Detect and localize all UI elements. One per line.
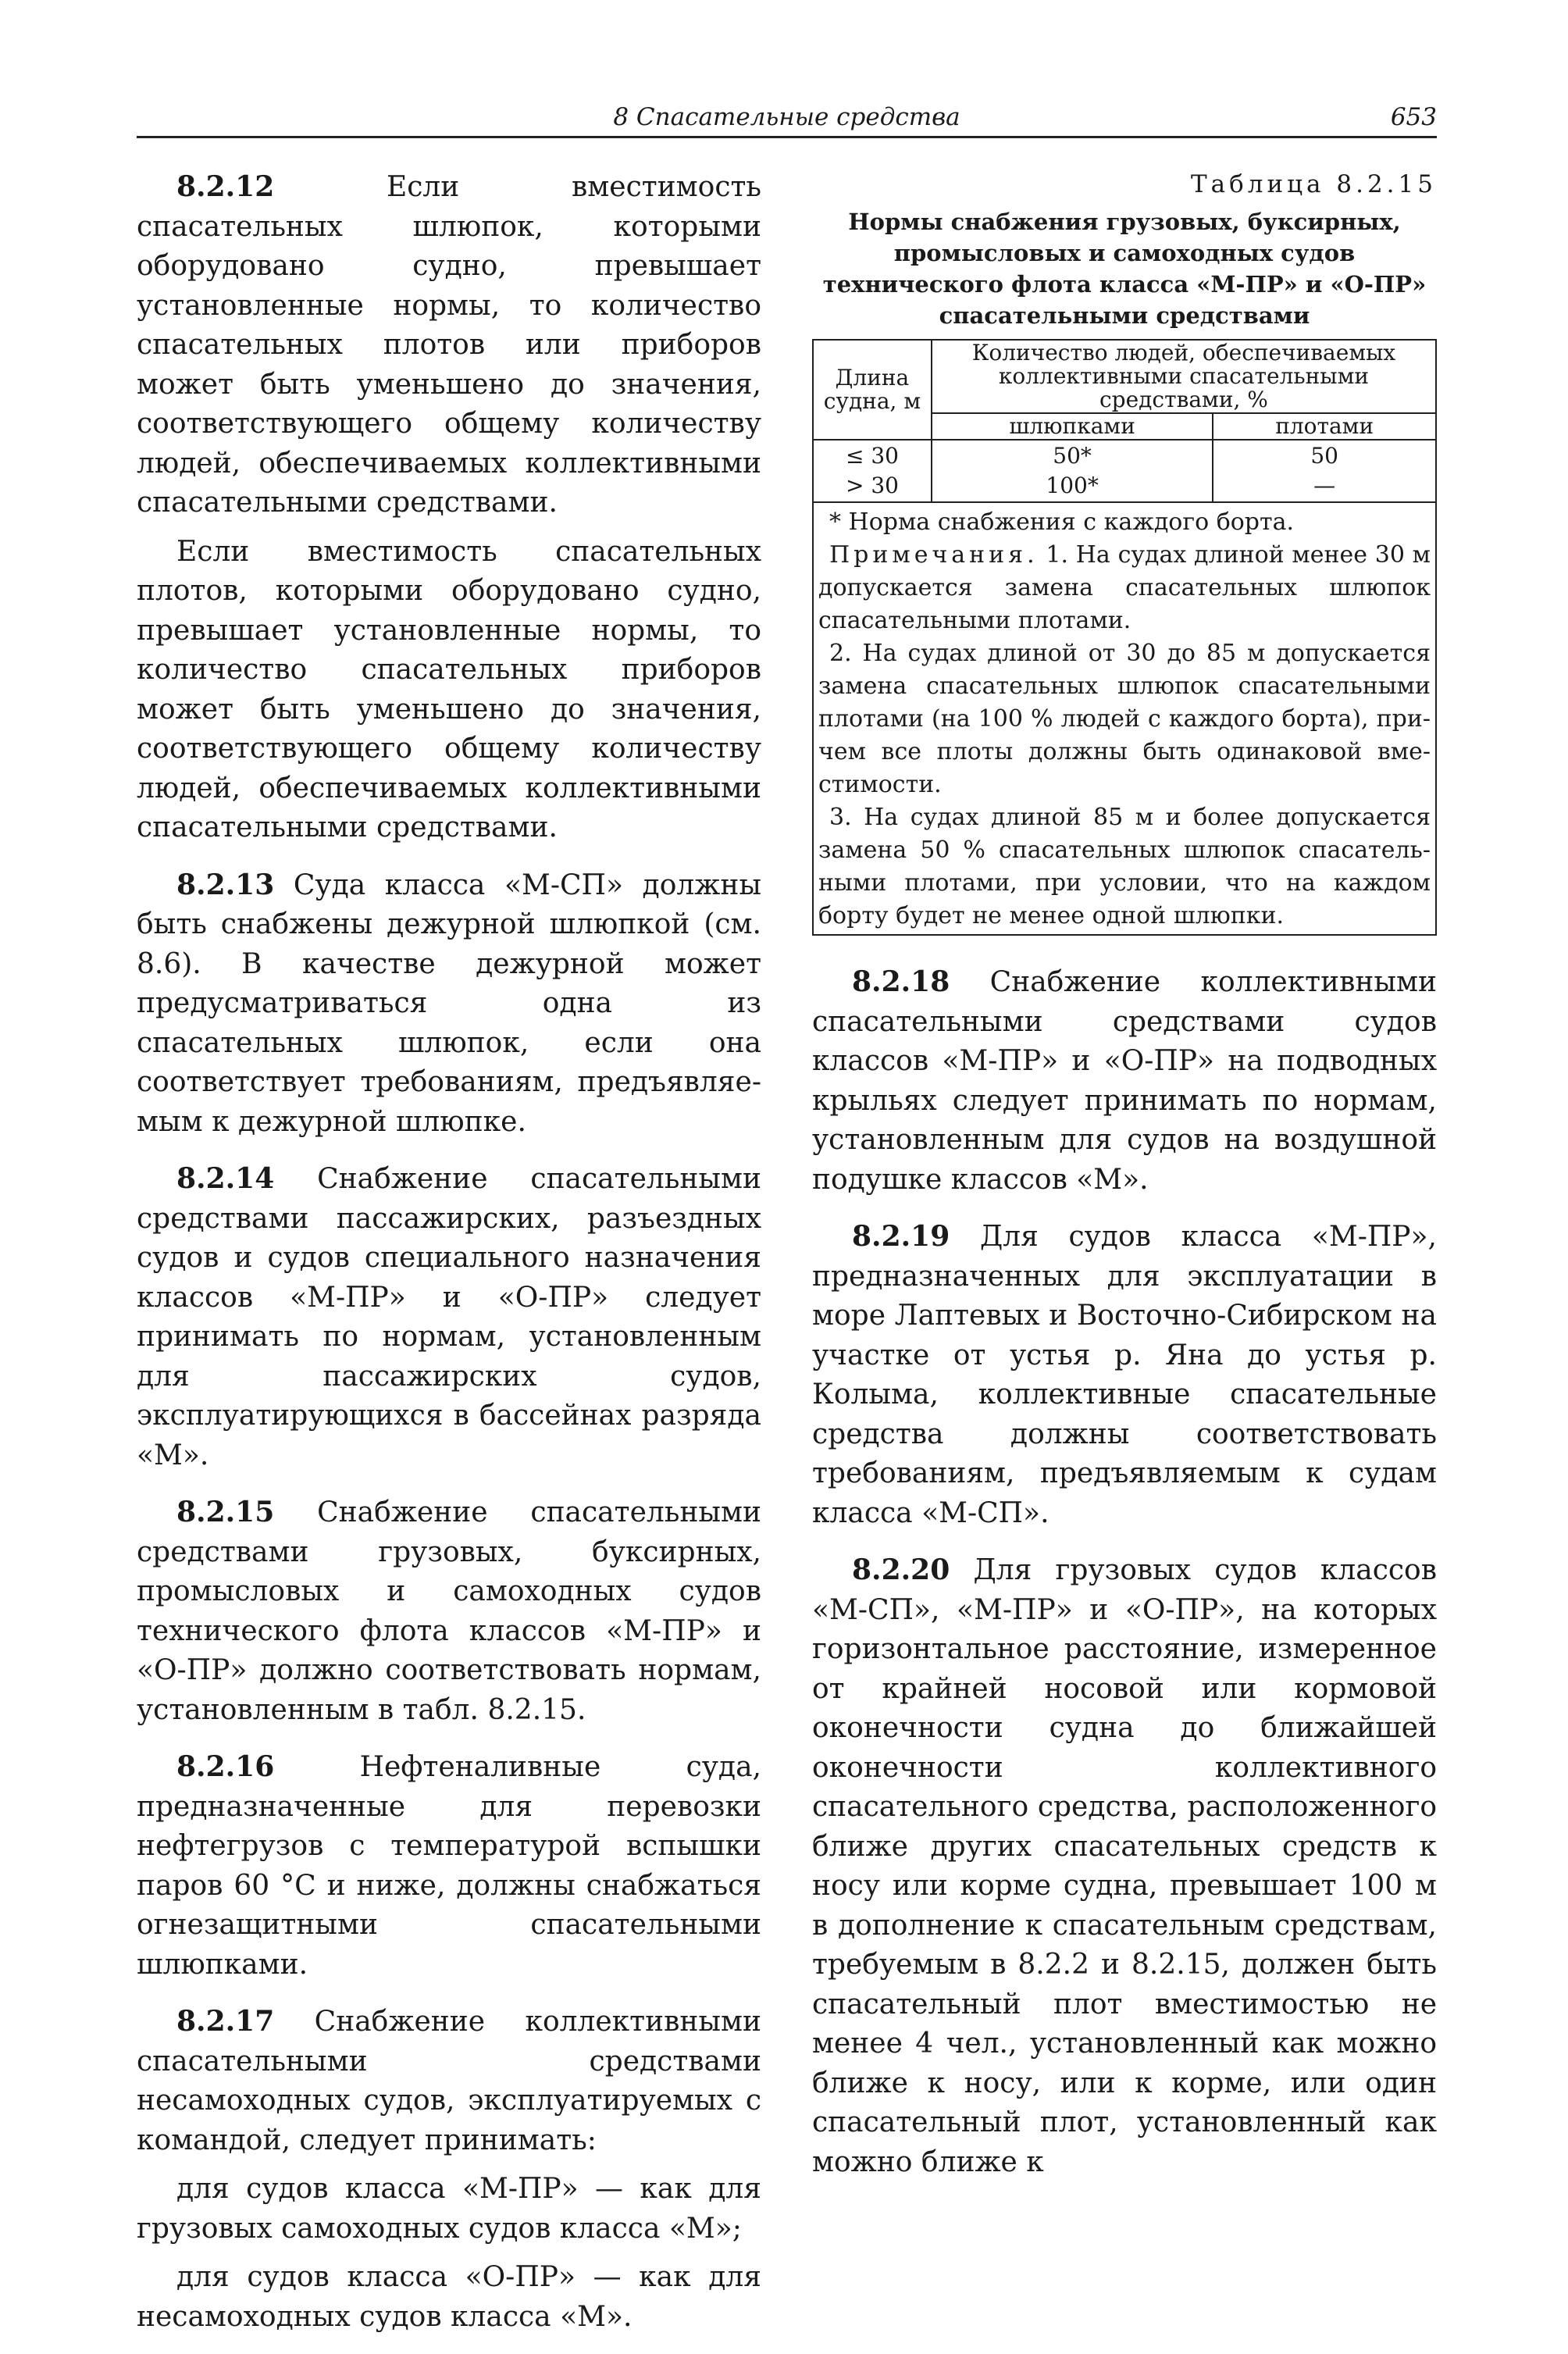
clause-text: Снабжение коллективными спасательными средствами судов классов «М-ПР» и «О-ПР» на подводных крыльях следует принимать по нормам, установленным для судов на воздушной подушке классов «М». <box>812 966 1437 1196</box>
col-header-rafts: плотами <box>1213 413 1436 440</box>
boats-value-2: 100* <box>1046 473 1099 498</box>
table-note-1 <box>818 539 1431 637</box>
clause-text: Снабжение спасательными средствами пассажирских, разъездных судов и судов специального назначения классов «М-ПР» и «О-ПР» следует принимать по нормам, установленным для пассажирских судов, эксплуатирующихся в бассейнах разряда «М». <box>137 1163 761 1471</box>
clause-number: 8.2.16 <box>176 1750 275 1783</box>
clause-number: 8.2.20 <box>852 1553 950 1586</box>
clause-8-2-14 <box>137 1159 761 1475</box>
clause-text: Снабжение спасательными средствами грузовых, буксирных, промысловых и самоходных судов технического флота классов «М-ПР» и «О-ПР» должно соответствовать нормам, установленным в табл. 8.2.15. <box>137 1496 761 1726</box>
clause-number: 8.2.19 <box>852 1220 950 1253</box>
col-header-group: Количество людей, обеспечиваемых коллективными спасательными средствами, % <box>932 340 1436 413</box>
left-column <box>137 167 761 2354</box>
right-column <box>812 167 1437 2199</box>
clause-8-2-17-item-o-pr: для судов класса «О-ПР» — как для несамоходных судов класса «М». <box>137 2261 761 2333</box>
col-header-length: Длина судна, м <box>813 340 932 440</box>
clause-8-2-13 <box>137 865 761 1143</box>
clause-8-2-19 <box>812 1217 1437 1533</box>
rafts-value-1: 50 <box>1310 443 1338 469</box>
cell-boats <box>932 440 1213 502</box>
clause-text: Суда класса «М-СП» должны быть снабжены дежурной шлюпкой (см. 8.6). В качестве дежурной может предусматриваться одна из спасательных шлюпок, если она соответствует требованиям, предъявляемым к дежурной шлюпке. <box>137 868 761 1138</box>
clause-number: 8.2.13 <box>176 868 275 901</box>
table-note-3: 3. На судах длиной 85 м и более допускается замена 50 % спасательных шлюпок спасательными плотами, при условии, что на каждом борту будет не менее одной шлюпки. <box>818 804 1431 929</box>
cell-length <box>813 440 932 502</box>
length-value-1: ≤ 30 <box>845 443 899 469</box>
length-value-2: > 30 <box>845 473 899 498</box>
notes-label: Примечания. <box>829 541 1039 569</box>
boats-value-1: 50* <box>1053 443 1092 469</box>
clause-text: Для грузовых судов классов «М-СП», «М-ПР» и «О-ПР», на которых горизонтальное расстояние, измеренное от крайней носовой или кормовой оконечности судна до ближайшей оконечности коллективного спасательного средства, расположенного ближе других спасательных средств к носу или корме судна, превышает 100 м в дополнение к спасательным средствам, требуемым в 8.2.2 и 8.2.15, должен быть спасательный плот вместимостью не менее 4 чел., установленный как можно ближе к носу, или к корме, или один спасательный плот, установленный как можно ближе к <box>812 1554 1437 2178</box>
table-footnote: * Норма снабжения с каждого борта. <box>829 508 1295 536</box>
norms-table <box>812 339 1437 503</box>
page-number: 653 <box>1390 103 1437 131</box>
table-notes <box>812 503 1437 936</box>
clause-number: 8.2.12 <box>176 170 275 203</box>
clause-number: 8.2.17 <box>176 2005 275 2038</box>
clause-8-2-12-continuation: Если вместимость спасательных плотов, которыми оборудовано судно, превышает установленные нормы, то количество спасательных приборов может быть уменьшено до значения, соответствующего общему количеству людей, обеспечиваемых коллективными спасательными средствами. <box>137 535 761 844</box>
clause-number: 8.2.14 <box>176 1162 275 1195</box>
table-note-2: 2. На судах длиной от 30 до 85 м допускается замена спасательных шлюпок спасательными плотами (на 100 % людей с каждого борта), причем все плоты должны быть одинаковой вместимости. <box>818 640 1431 798</box>
clause-number: 8.2.15 <box>176 1496 275 1528</box>
clause-8-2-17-item-m-pr: для судов класса «М-ПР» — как для грузовых самоходных судов класса «М»; <box>137 2173 761 2245</box>
clause-number: 8.2.18 <box>852 965 950 998</box>
col-header-boats: шлюпками <box>932 413 1213 440</box>
running-title: 8 Спасательные средства <box>613 103 960 131</box>
table-caption: Нормы снабжения грузовых, буксирных, промысловых и самоходных судов технического флота класса «М-ПР» и «О-ПР» спасательными средствами <box>822 209 1427 329</box>
clause-text: Если вместимость спасательных шлюпок, которыми оборудовано судно, превышает установленные нормы, то количество спасательных плотов или приборов может быть уменьшено до значения, соответствующего общему количеству людей, обеспечиваемых коллективными спасательными средствами. <box>137 171 761 519</box>
clause-text: Нефтеналивные суда, предназначенные для перевозки нефтегрузов с температурой вспышки паров 60 °С и ниже, должны снабжаться огнезащитными спасательными шлюпками. <box>137 1751 761 1981</box>
note-1-text: 1. На судах длиной менее 30 м допускается замена спасательных шлюпок спасательными плотами. <box>818 541 1431 634</box>
clause-8-2-12 <box>137 167 761 523</box>
clause-8-2-17 <box>137 2002 761 2160</box>
clause-8-2-18 <box>812 962 1437 1200</box>
clause-8-2-20 <box>812 1550 1437 2182</box>
clause-text: Для судов класса «М-ПР», предназначенных для эксплуатации в море Лаптевых и Восточно-Сибирском на участке от устья р. Яна до устья р. Колыма, коллективные спасательные средства должны соответствовать требованиям, предъявляемым к судам класса «М-СП». <box>812 1221 1437 1529</box>
table-row <box>813 440 1436 502</box>
clause-8-2-15 <box>137 1493 761 1730</box>
page-header <box>137 102 1437 138</box>
table-header-row <box>813 340 1436 413</box>
table-8-2-15 <box>812 167 1437 936</box>
table-label: Таблица 8.2.15 <box>1190 170 1437 198</box>
rafts-value-2: — <box>1313 473 1336 498</box>
clause-text: Снабжение коллективными спасательными средствами несамоходных судов, эксплуатируемых с командой, следует принимать: <box>137 2006 761 2156</box>
cell-rafts <box>1213 440 1436 502</box>
clause-8-2-16 <box>137 1747 761 1985</box>
